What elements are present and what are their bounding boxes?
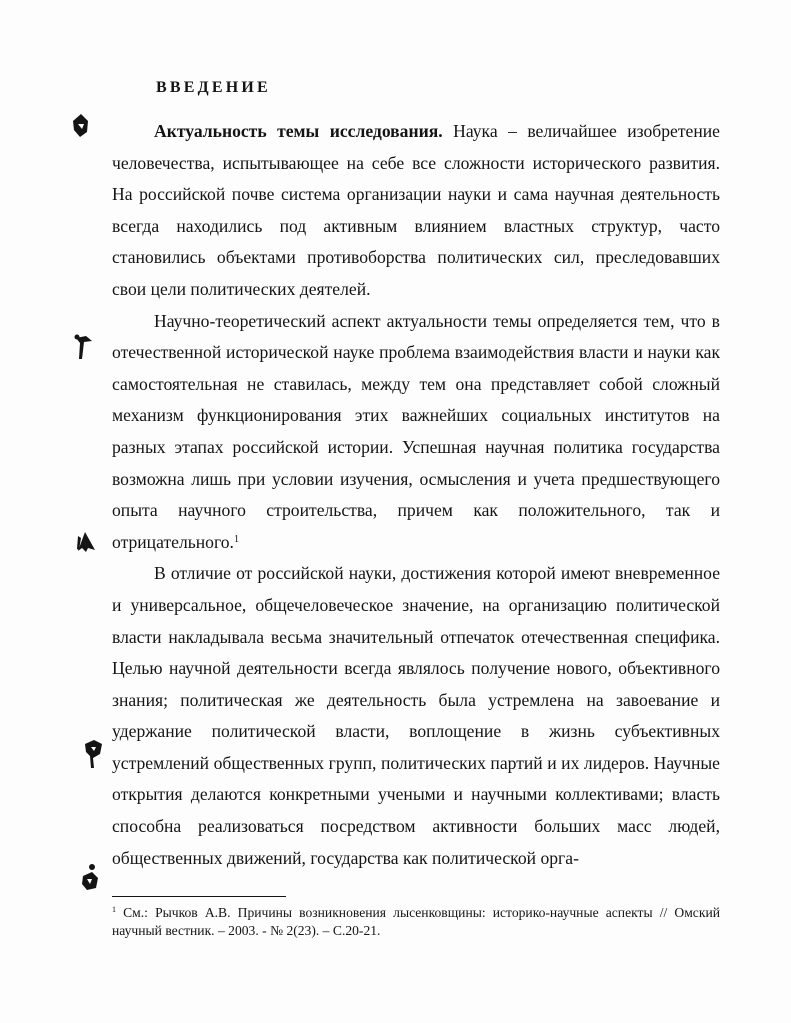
paragraph-1 (112, 116, 720, 306)
footnote-reference[interactable]: 1 (233, 533, 239, 545)
footnote (112, 904, 720, 940)
margin-mark-icon (78, 862, 102, 892)
section-heading: ВВЕДЕНИЕ (156, 79, 271, 96)
margin-mark-icon (72, 332, 94, 362)
body-text (112, 116, 720, 874)
margin-mark-icon (70, 112, 92, 138)
footnote-separator (112, 896, 286, 897)
footnote-number: 1 (112, 905, 116, 914)
paragraph-2 (112, 306, 720, 559)
paragraph-3-text: В отличие от российской науки, достижения которой имеют вневременное и универсальное, общечеловеческое значение, на организацию политической власти накладывала весьма значительный отпечаток отечественная специфика. Целью научной деятельности всегда являлось получение нового, объективного знания; политическая же деятельность была устремлена на завоевание и удержание политической власти, воплощение в жизнь субъективных устремлений общественных групп, политических партий и их лидеров. Научные открытия делаются конкретными учеными и научными коллективами; власть способна реализоваться посредством активности больших масс людей, общественных движений, государства как политической орга- (112, 563, 720, 868)
margin-mark-icon (82, 738, 104, 770)
paragraph-2-text: Научно-теоретический аспект актуальности темы определяется тем, что в отечественной исторической науке проблема взаимодействия власти и науки как самостоятельная не ставилась, между тем она представляет собой сложный механизм функционирования этих важнейших социальных институтов на разных этапах российской истории. Успешная научная политика государства возможна лишь при условии изучения, осмысления и учета предшествующего опыта научного строительства, причем как положительного, так и отрицательного. (112, 310, 720, 552)
margin-mark-icon (76, 528, 98, 554)
footnote-text: См.: Рычков А.В. Причины возникновения лысенковщины: историко-научные аспекты // Омский научный вестник. – 2003. - № 2(23). – С.20-21. (112, 905, 720, 938)
paragraph-1-text: Наука – величайшее изобретение человечества, испытывающее на себе все сложности исторического развития. На российской почве система организации науки и сама научная деятельность всегда находились под активным влиянием властных структур, часто становились объектами противоборства политических сил, преследовавших свои цели политических деятелей. (112, 121, 720, 299)
paragraph-3 (112, 558, 720, 874)
paragraph-1-lead: Актуальность темы исследования. (154, 121, 443, 141)
